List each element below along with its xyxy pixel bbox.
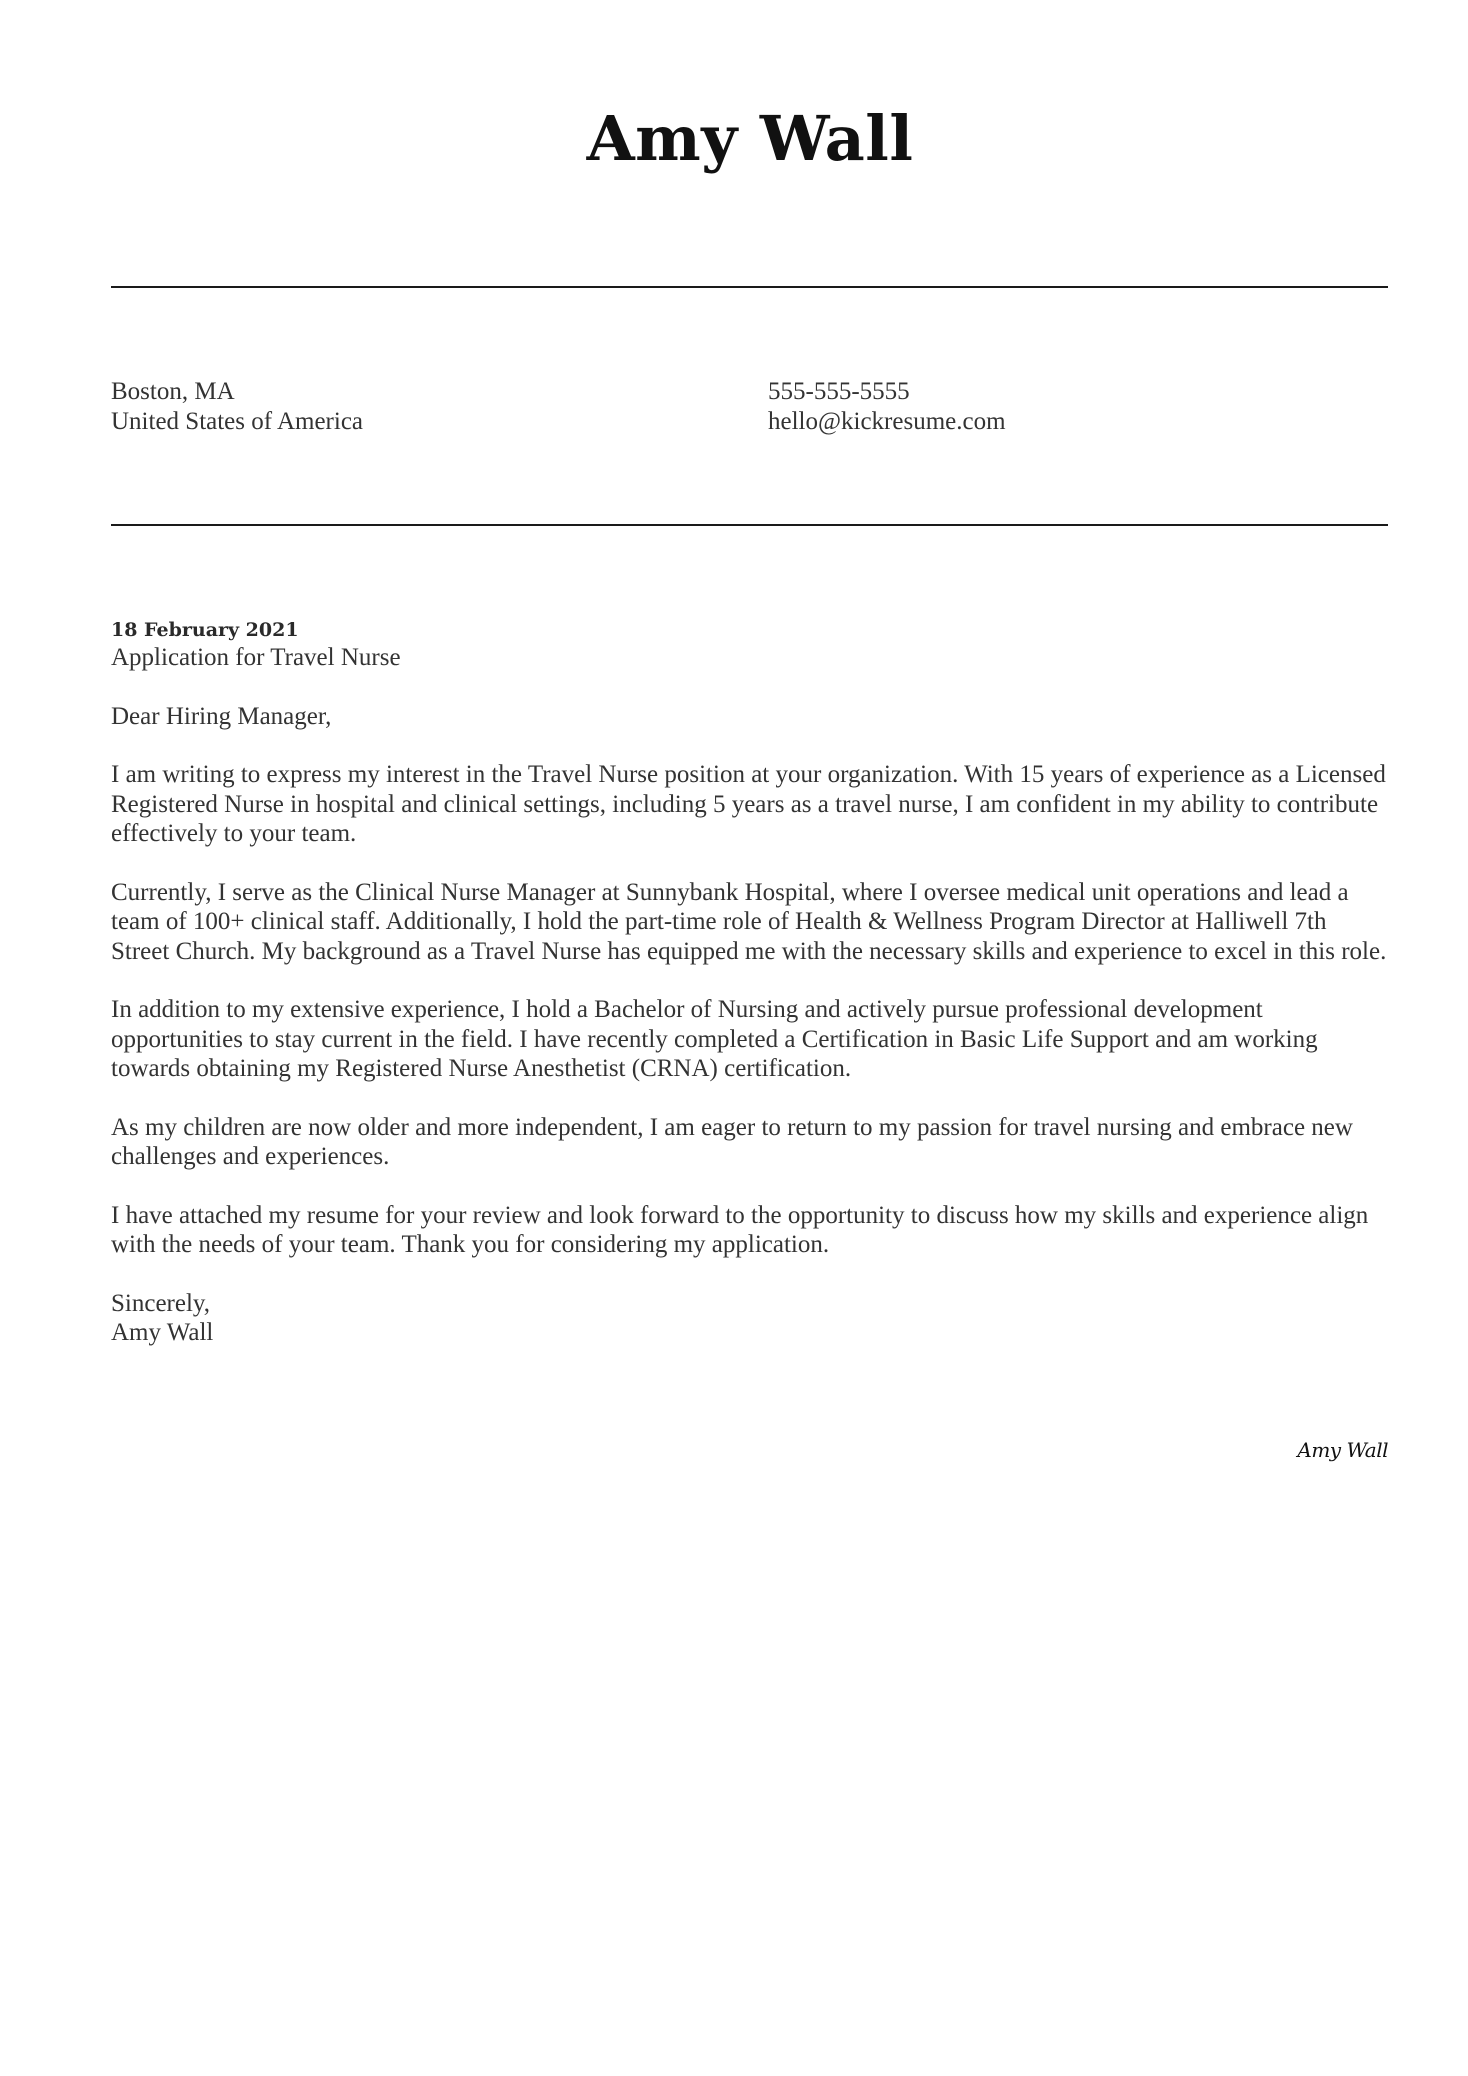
letter-paragraph: As my children are now older and more independent, I am eager to return to my passion for travel nursing and embrace new challenges and experiences.	[111, 1113, 1353, 1170]
letter-paragraph: I am writing to express my interest in the Travel Nurse position at your organization. With 15 years of experience as a Licensed Registered Nurse in hospital and clinical settings, including 5 years as a travel nurse, I am confident in my ability to contribute effectively to your team.	[111, 761, 1386, 847]
contact-country: United States of America	[111, 408, 364, 435]
letter-paragraph: In addition to my extensive experience, I hold a Bachelor of Nursing and actively pursue professional development opportunities to stay current in the field. I have recently completed a Certification in Basic Life Support and am working towards obtaining my Registered Nurse Anesthetist (CRNA) certification.	[111, 996, 1318, 1082]
letter-paragraph: I have attached my resume for your review and look forward to the opportunity to discuss how my skills and experience align with the needs of your team. Thank you for considering my application.	[111, 1201, 1369, 1258]
letter-paragraph: Currently, I serve as the Clinical Nurse Manager at Sunnybank Hospital, where I oversee medical unit operations and lead a team of 100+ clinical staff. Additionally, I hold the part-time role of Health & Wellness Program Director at Halliwell 7th Street Church. My background as a Travel Nurse has equipped me with the necessary skills and experience to excel in this role.	[111, 878, 1387, 965]
letter-body	[111, 617, 1391, 1348]
contact-address	[111, 377, 363, 437]
letter-salutation: Dear Hiring Manager,	[111, 702, 332, 730]
closing-phrase: Sincerely,	[111, 1289, 211, 1317]
top-divider	[111, 286, 1388, 288]
applicant-name: Amy Wall	[586, 102, 914, 175]
letter-subject: Application for Travel Nurse	[111, 644, 401, 671]
letter-closing	[111, 1289, 1391, 1348]
contact-details	[768, 377, 1006, 437]
bottom-divider	[111, 524, 1388, 526]
sender-name: Amy Wall	[111, 1319, 214, 1346]
handwritten-signature: Amy Wall	[1297, 1438, 1388, 1462]
contact-email: hello@kickresume.com	[768, 408, 1006, 435]
contact-phone: 555-555-5555	[768, 378, 910, 405]
letter-date: 18 February 2021	[111, 619, 299, 641]
contact-city: Boston, MA	[111, 378, 235, 405]
